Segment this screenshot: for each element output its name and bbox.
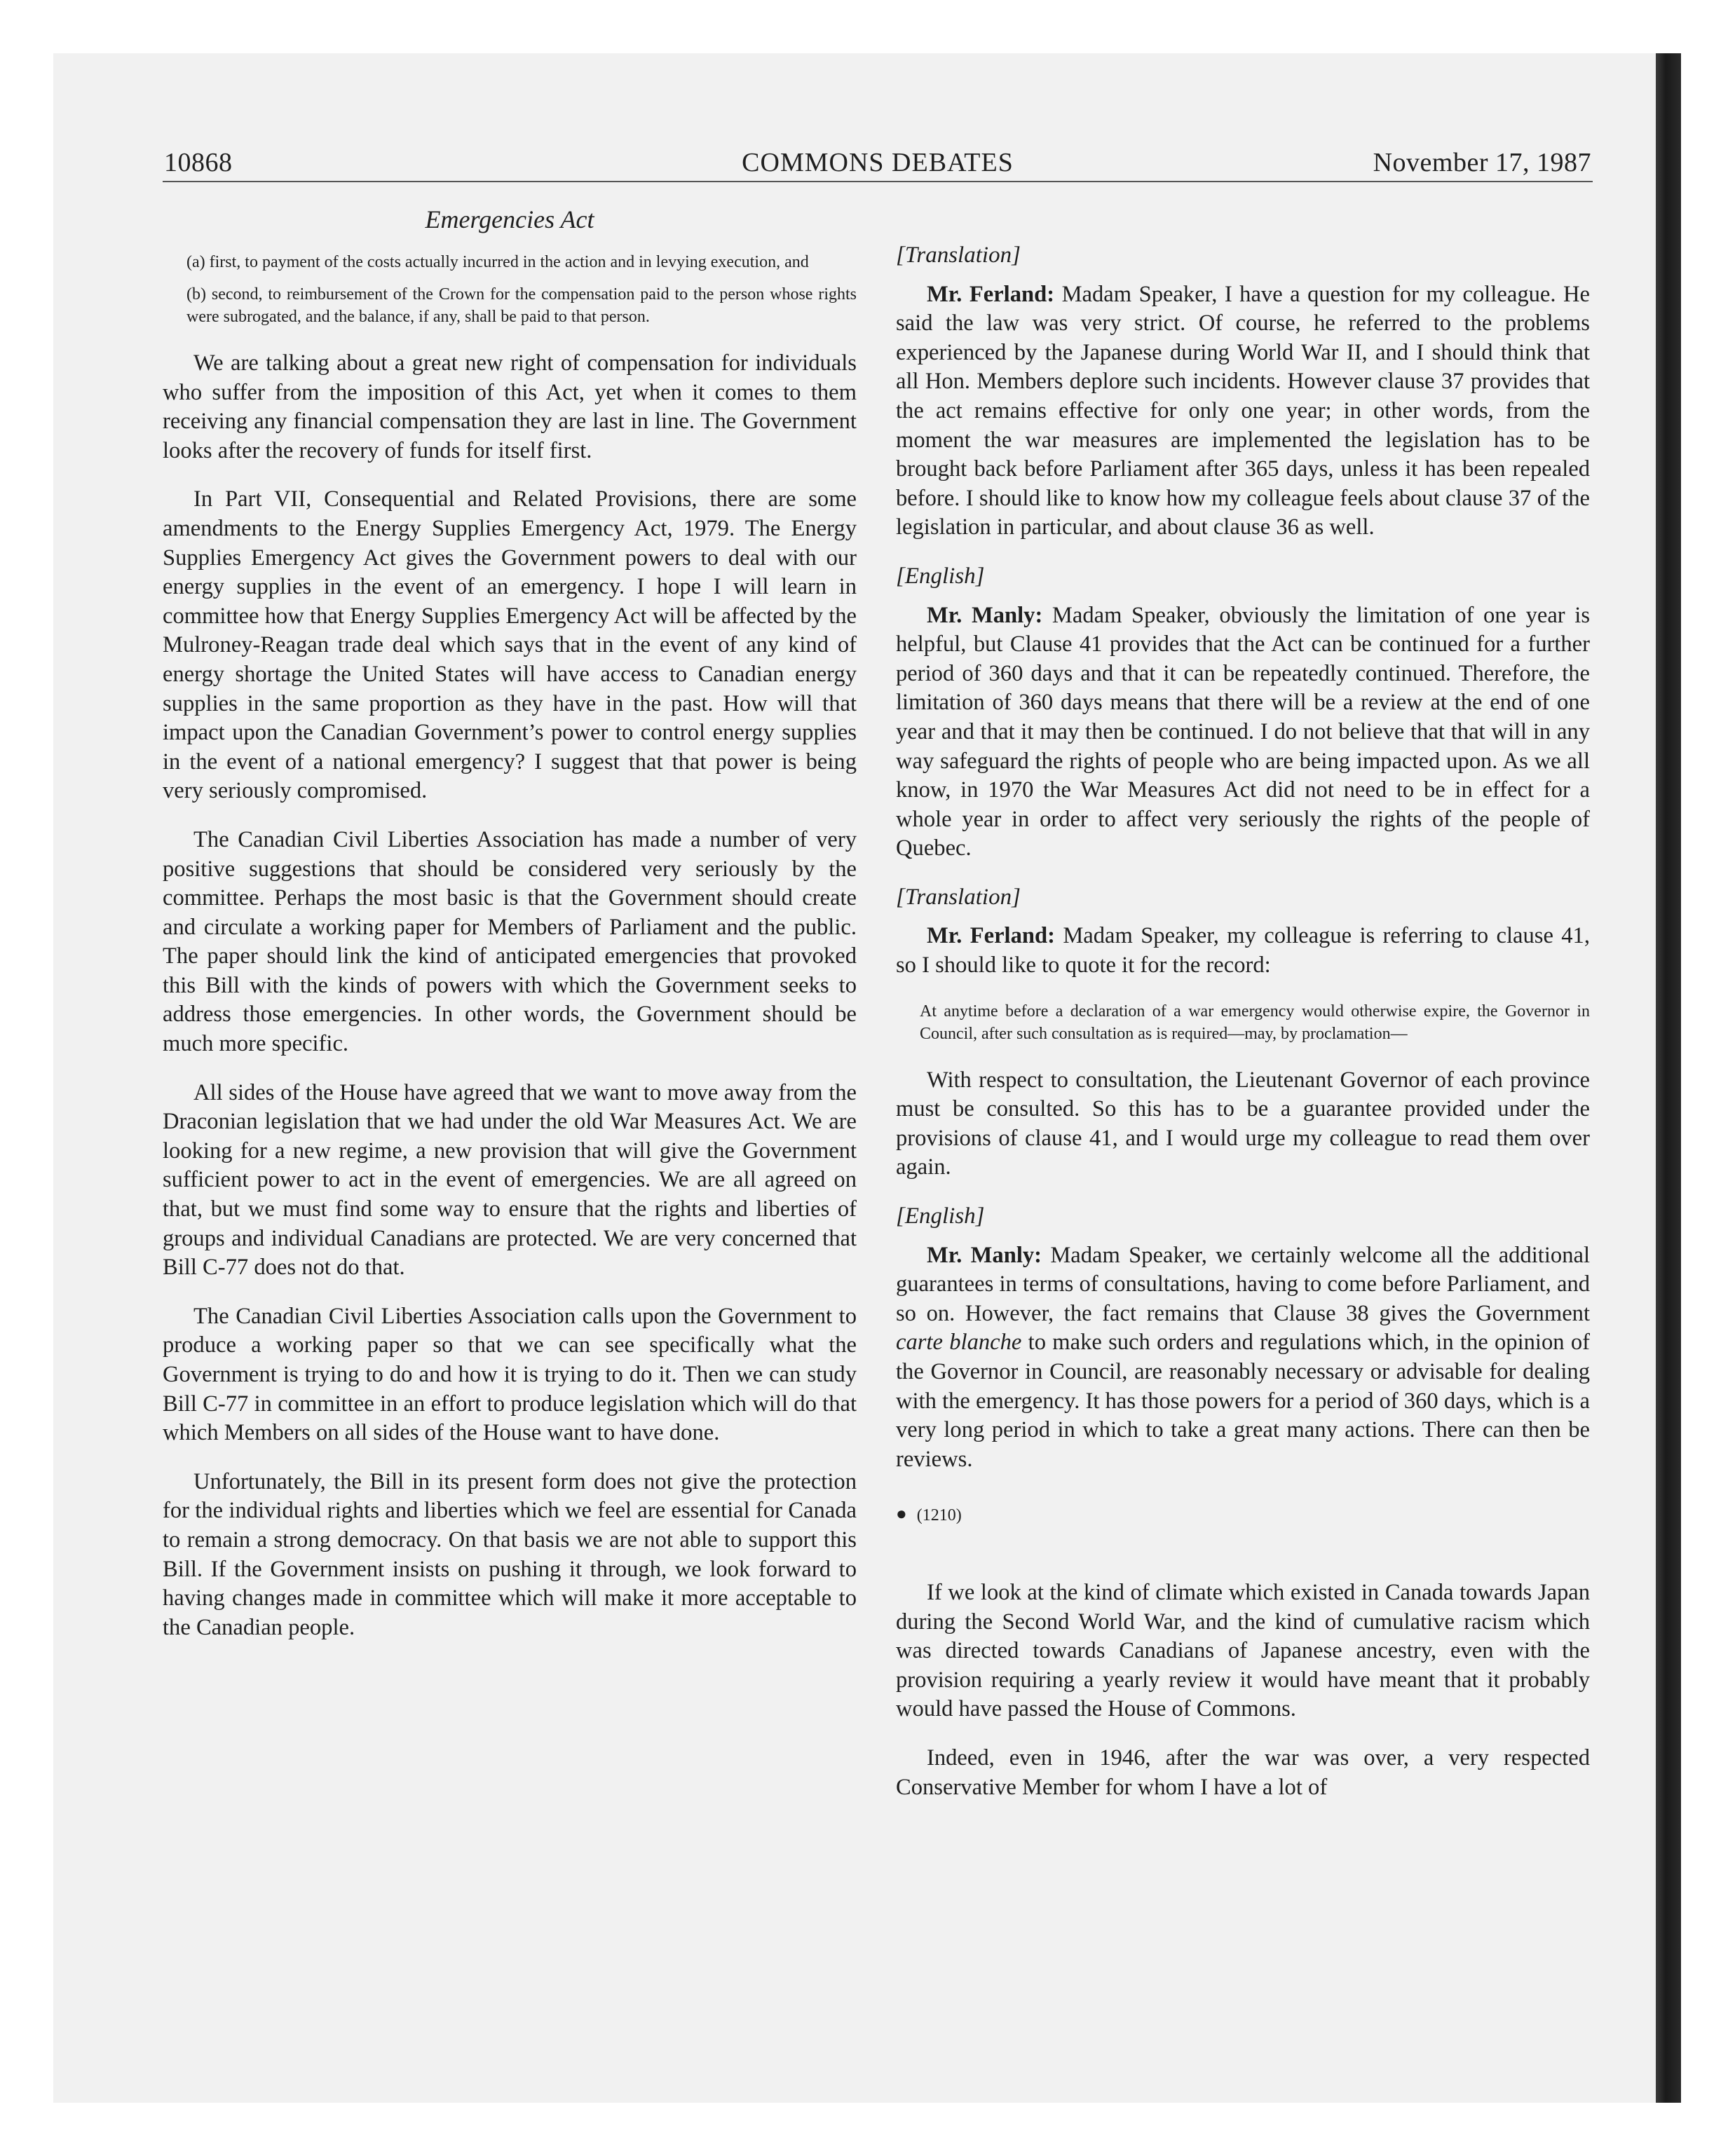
language-marker: [Translation]	[896, 243, 1021, 268]
bullet-icon: ●	[896, 1503, 907, 1524]
italic-term: carte blanche	[896, 1330, 1022, 1356]
paragraph: We are talking about a great new right of compensation for individuals who suffer from the imposition of this Act, yet when it comes to them receiving any financial compensation they are last in line. The Government looks after the recovery of funds for itself first.	[163, 350, 857, 463]
speech-text: Madam Speaker, I have a question for my colleague. He said the law was very strict. Of course, he referred to the problems experienced by the Japanese during World War II, and I should think that all Hon. Members deplore such incidents. However clause 37 provides that the act remains effective for only one year; in other words, from the moment the war measures are implemented the legislation has to be brought back before Parliament after 365 days, unless it has been repealed before. I should like to know how my colleague feels about clause 37 of the legislation in particular, and about clause 36 as well.	[896, 281, 1590, 540]
quoted-clause-a: (a) first, to payment of the costs actually incurred in the action and in levying execution, and	[186, 253, 809, 271]
paragraph: If we look at the kind of climate which existed in Canada towards Japan during the Second World War, and the kind of cumulative racism which was directed towards Canadians of Japanese ancestry, even with the provision requiring a yearly review it would have meant that it probably would have passed the House of Commons.	[896, 1579, 1590, 1722]
paragraph: The Canadian Civil Liberties Association has made a number of very positive suggestions that should be considered very seriously by the committee. Perhaps the most basic is that the Government should create and circulate a working paper for Members of Parliament and the public. The paper should link the kind of anticipated emergencies that provoked this Bill with the kinds of powers with which the Government seeks to address those emergencies. In other words, the Government should be much more specific.	[163, 826, 857, 1057]
language-marker: [English]	[896, 1203, 985, 1229]
time-marker	[896, 1499, 1590, 1531]
speech-text: Madam Speaker, obviously the limitation of one year is helpful, but Clause 41 provides that the Act can be continued for a further period of 360 days and that it can be repeatedly continued. Therefore, the limitation of 360 days means that there will be a review at the end of one year and that it may then be continued. I do not believe that that will in any way safeguard the rights of people who are being impacted upon. As we all know, in 1970 the War Measures Act did not need to be in effect for a whole year in order to affect very seriously the rights of the people of Quebec.	[896, 602, 1590, 861]
speech-text: Madam Speaker, my colleague is referring to clause 41, so I should like to quote it for the record:	[896, 923, 1590, 978]
left-column	[163, 241, 857, 1642]
time-label: (1210)	[916, 1506, 962, 1525]
speech-ferland	[896, 922, 1590, 980]
speaker-name: Mr. Manly:	[927, 602, 1043, 628]
paragraph: Unfortunately, the Bill in its present form does not give the protection for the individual rights and liberties which we feel are essential for Canada to remain a strong democracy. On that basis we are not able to support this Bill. If the Government insists on pushing it through, we look forward to having changes made in committee which will make it more acceptable to the Canadian people.	[163, 1468, 857, 1640]
language-marker: [English]	[896, 563, 985, 589]
page-number: 10868	[164, 148, 233, 177]
speech-text: Madam Speaker, we certainly welcome all the additional guarantees in terms of consultations, having to come before Parliament, and so on. However, the fact remains that Clause 38 gives the Government	[896, 1242, 1590, 1326]
paragraph: Indeed, even in 1946, after the war was over, a very respected Conservative Member for whom I have a lot of	[896, 1745, 1590, 1800]
paragraph: The Canadian Civil Liberties Association calls upon the Government to produce a working paper so that we can see specifically what the Government is trying to do and how it is trying to do it. Then we can study Bill C-77 in committee in an effort to produce legislation which will do that which Members on all sides of the House want to have done.	[163, 1303, 857, 1446]
journal-title: COMMONS DEBATES	[742, 148, 1014, 177]
running-header	[163, 147, 1593, 182]
quoted-clause-b: (b) second, to reimbursement of the Crown for the compensation paid to the person whose rights were subrogated, and the balance, if any, shall be paid to that person.	[186, 285, 857, 326]
speech-manly	[896, 1241, 1590, 1475]
paragraph: All sides of the House have agreed that we want to move away from the Draconian legislation that we had under the old War Measures Act. We are looking for a new regime, a new provision that will give the Government sufficient power to act in the event of emergencies. We are all agreed on that, but we must find some way to ensure that the rights and liberties of groups and individual Canadians are protected. We are very concerned that Bill C-77 does not do that.	[163, 1079, 857, 1281]
speech-ferland	[896, 280, 1590, 543]
quoted-clause-41: At anytime before a declaration of a war emergency would otherwise expire, the Governor in Council, after such consultation as is required—may, by proclamation—	[920, 1002, 1590, 1043]
header-date: November 17, 1987	[1373, 148, 1591, 177]
section-title: Emergencies Act	[425, 205, 594, 233]
paragraph: In Part VII, Consequential and Related Provisions, there are some amendments to the Energy Supplies Emergency Act, 1979. The Energy Supplies Emergency Act gives the Government powers to deal with our energy supplies in the event of an emergency. I hope I will learn in committee how that Energy Supplies Emergency Act will be affected by the Mulroney-Reagan trade deal which says that in the event of any kind of energy shortage the United States will have access to Canadian energy supplies in the same proportion as they have in the past. How will that impact upon the Canadian Government’s power to control energy supplies in the event of a national emergency? I suggest that that power is being very seriously compromised.	[163, 486, 857, 804]
speaker-name: Mr. Manly:	[927, 1242, 1042, 1268]
document-page	[163, 147, 1593, 1800]
speaker-name: Mr. Ferland:	[927, 923, 1055, 949]
paragraph: With respect to consultation, the Lieutenant Governor of each province must be consulted. So this has to be a guarantee provided under the provisions of clause 41, and I would urge my colleague to read them over again.	[896, 1067, 1590, 1180]
speech-manly	[896, 601, 1590, 864]
language-marker: [Translation]	[896, 884, 1021, 910]
speech-text: to make such orders and regulations which, in the opinion of the Governor in Council, are reasonably necessary or advisable for dealing with the emergency. It has those powers for a period of 360 days, which is a very long period in which to take a great many actions. There can then be reviews.	[896, 1330, 1590, 1472]
scan-edge-bar	[1656, 53, 1681, 2103]
right-column	[896, 241, 1590, 1802]
speaker-name: Mr. Ferland:	[927, 281, 1055, 307]
